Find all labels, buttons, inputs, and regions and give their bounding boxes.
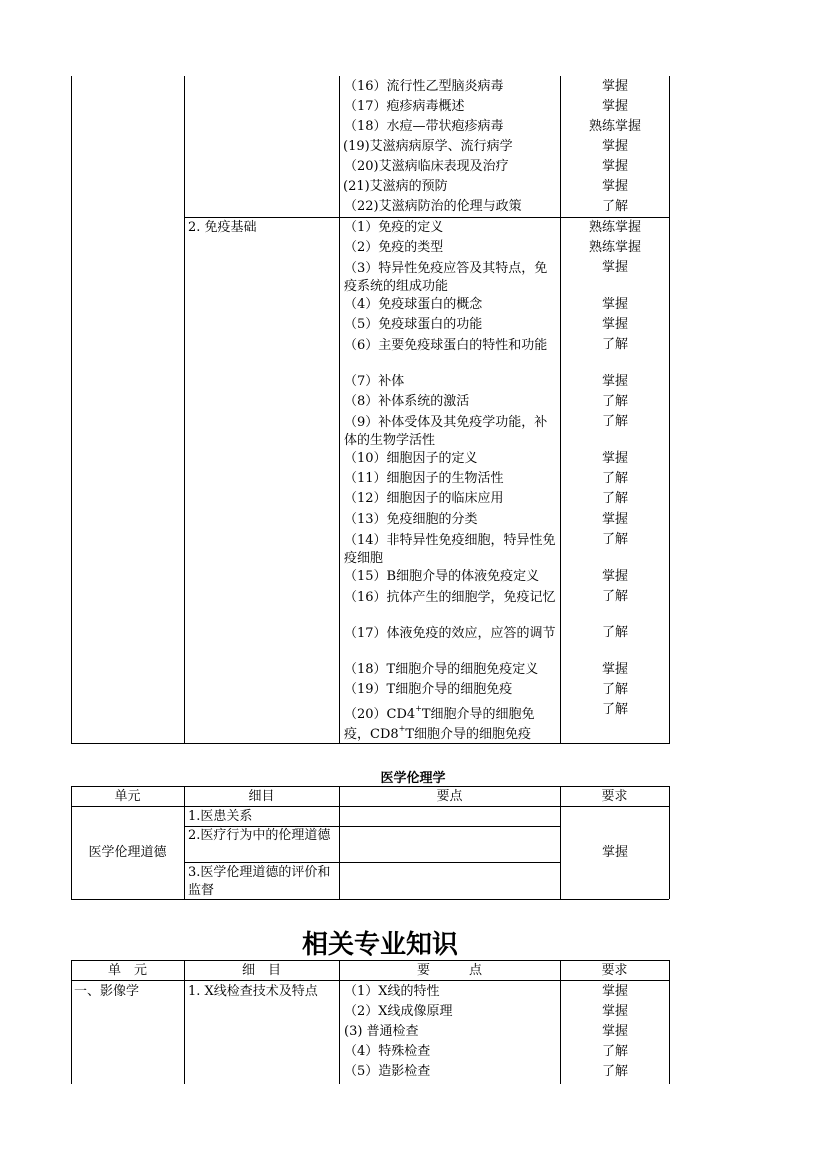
table-cell-requirement: 了解: [601, 394, 628, 409]
table-cell-requirement: 了解: [601, 702, 628, 717]
table-cell-requirement: 掌握: [601, 317, 628, 332]
table-header: 要求: [601, 789, 628, 804]
table-cell-point: （14）非特异性免疫细胞，特异性免疫细胞: [344, 533, 556, 566]
table-border: [71, 899, 669, 900]
table-cell-point: （20)艾滋病临床表现及治疗: [344, 159, 509, 174]
table-cell-point: （12）细胞因子的临床应用: [344, 491, 504, 506]
table-cell-requirement: 了解: [601, 471, 628, 486]
table-cell-point: （1）免疫的定义: [344, 220, 444, 235]
table-divider: [184, 862, 560, 863]
table-cell-requirement: 掌握: [601, 984, 628, 999]
table-cell-requirement: 了解: [601, 199, 628, 214]
table-header: 单元: [114, 789, 141, 804]
table-cell-point: （19）T细胞介导的细胞免疫: [344, 682, 513, 697]
table-cell-point: (3) 普通检查: [344, 1024, 419, 1039]
table-cell-item: 3.医学伦理道德的评价和监督: [188, 865, 331, 898]
table-cell-unit: 医学伦理道德: [88, 845, 167, 860]
table-header: 单 元: [107, 963, 147, 978]
table-cell-requirement: 掌握: [601, 139, 628, 154]
table-cell-point: （16）流行性乙型脑炎病毒: [344, 79, 504, 94]
table-cell-item: 2.医疗行为中的伦理道德: [188, 828, 331, 843]
table-cell-point: （4）免疫球蛋白的概念: [344, 297, 483, 312]
table-header: 要点: [436, 789, 463, 804]
table-border: [184, 76, 185, 744]
table-cell-point: （5）造影检查: [344, 1064, 431, 1079]
table-cell-requirement: 掌握: [601, 99, 628, 114]
table-cell-point: （17）体液免疫的效应，应答的调节: [344, 626, 556, 641]
table-cell-requirement: 掌握: [601, 451, 628, 466]
table-cell-point: （17）疱疹病毒概述: [344, 99, 465, 114]
table-header: 要 点: [416, 963, 482, 978]
table-cell-requirement: 掌握: [601, 159, 628, 174]
table-cell-point: 疫，CD8+T细胞介导的细胞免疫: [344, 724, 532, 742]
table-header: 要求: [601, 963, 628, 978]
table-cell-point: （16）抗体产生的细胞学，免疫记忆: [344, 590, 556, 605]
table-border: [71, 76, 72, 744]
table-cell-point: （5）免疫球蛋白的功能: [344, 317, 483, 332]
table-cell-requirement: 了解: [601, 1064, 628, 1079]
table-cell-point: （22)艾滋病防治的伦理与政策: [344, 199, 522, 214]
table-cell-requirement: 熟练掌握: [588, 240, 641, 255]
table-header: 细目: [248, 789, 275, 804]
table-cell-point: (21)艾滋病的预防: [343, 179, 448, 194]
table-cell-point: （18）T细胞介导的细胞免疫定义: [344, 662, 539, 677]
table-header: 细 目: [241, 963, 281, 978]
table-cell-point: （4）特殊检查: [344, 1044, 431, 1059]
table-cell-requirement: 了解: [601, 625, 628, 640]
table-cell-requirement: 掌握: [601, 512, 628, 527]
table-cell-point: （20）CD4+T细胞介导的细胞免: [344, 704, 535, 722]
table-cell-point: （7）补体: [344, 374, 405, 389]
table-cell-point: （13）免疫细胞的分类: [344, 512, 478, 527]
table-cell-point: （6）主要免疫球蛋白的特性和功能: [344, 338, 548, 353]
table-cell-requirement: 了解: [601, 589, 628, 604]
table-cell-requirement: 掌握: [601, 79, 628, 94]
table-cell-requirement: 掌握: [601, 297, 628, 312]
table-cell-requirement: 掌握: [601, 845, 628, 860]
table-cell-point: （2）X线成像原理: [344, 1004, 453, 1019]
table-cell-requirement: 了解: [601, 337, 628, 352]
section-title: 医学伦理学: [380, 771, 446, 786]
table-cell-point: （15）B细胞介导的体液免疫定义: [344, 569, 540, 584]
table-cell-requirement: 熟练掌握: [588, 119, 641, 134]
table-cell-point: （18）水痘—带状疱疹病毒: [344, 119, 504, 134]
table-cell-requirement: 掌握: [601, 569, 628, 584]
table-cell-point: （3）特异性免疫应答及其特点，免疫系统的组成功能: [344, 261, 548, 294]
table-cell-requirement: 了解: [601, 682, 628, 697]
table-cell-requirement: 掌握: [601, 1004, 628, 1019]
table-cell-requirement: 掌握: [601, 179, 628, 194]
table-cell-item: 1. X线检查技术及特点: [188, 984, 318, 999]
table-cell-requirement: 了解: [601, 532, 628, 547]
table-cell-point: （1）X线的特性: [344, 984, 440, 999]
table-cell-unit: 一、影像学: [74, 984, 140, 999]
table-cell-requirement: 了解: [601, 1044, 628, 1059]
table-cell-point: （11）细胞因子的生物活性: [344, 471, 504, 486]
table-cell-item: 2. 免疫基础: [188, 220, 257, 235]
table-cell-item: 1.医患关系: [188, 809, 253, 824]
table-cell-requirement: 熟练掌握: [588, 220, 641, 235]
table-cell-point: （8）补体系统的激活: [344, 394, 470, 409]
table-cell-requirement: 掌握: [601, 374, 628, 389]
table-cell-requirement: 掌握: [601, 1024, 628, 1039]
table-cell-requirement: 了解: [601, 414, 628, 429]
table-cell-point: （10）细胞因子的定义: [344, 451, 478, 466]
table-border: [339, 76, 340, 744]
table-cell-requirement: 掌握: [601, 662, 628, 677]
table-cell-point: （9）补体受体及其免疫学功能，补体的生物学活性: [344, 415, 548, 448]
table-cell-point: （2）免疫的类型: [344, 240, 444, 255]
page-heading: 相关专业知识: [301, 930, 458, 960]
table-cell-requirement: 了解: [601, 491, 628, 506]
table-cell-requirement: 掌握: [601, 260, 628, 275]
table-cell-point: (19)艾滋病病原学、流行病学: [343, 139, 513, 154]
